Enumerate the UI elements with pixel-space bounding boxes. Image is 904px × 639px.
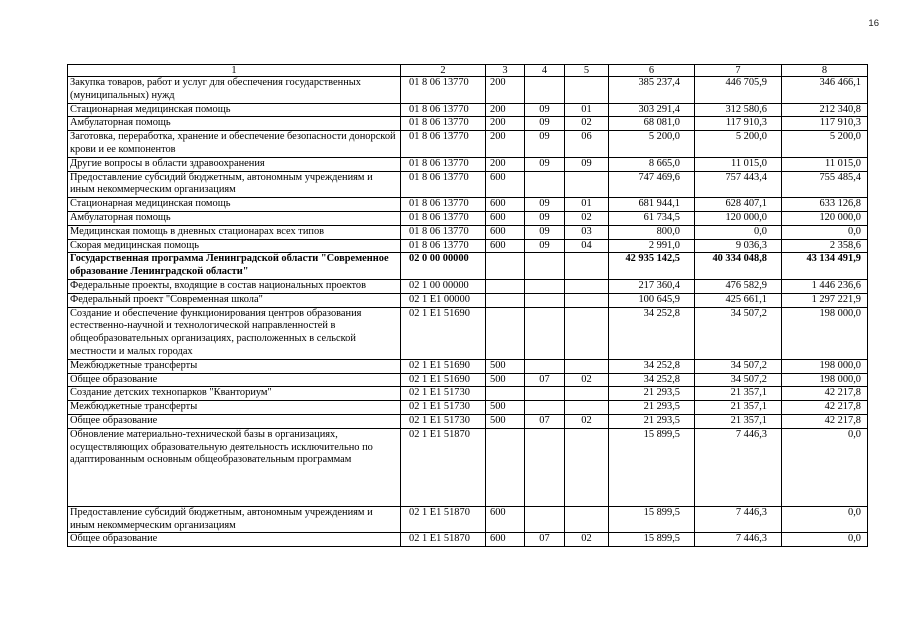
cell-amount-year2: 9 036,3 (695, 239, 782, 253)
cell-name: Предоставление субсидий бюджетным, автономным учреждениям и иным некоммерческим организациям (68, 171, 401, 198)
cell-amount-year1: 15 899,5 (609, 428, 695, 506)
cell-section (525, 387, 565, 401)
cell-amount-year2: 0,0 (695, 225, 782, 239)
cell-amount-year3: 1 297 221,9 (782, 293, 868, 307)
table-row (68, 171, 868, 198)
cell-expense-type: 600 (486, 225, 525, 239)
cell-section (525, 401, 565, 415)
cell-name: Межбюджетные трансферты (68, 359, 401, 373)
cell-name: Стационарная медицинская помощь (68, 198, 401, 212)
cell-expense-type (486, 253, 525, 280)
cell-target-article: 01 8 06 13770 (401, 103, 486, 117)
cell-amount-year3: 198 000,0 (782, 359, 868, 373)
cell-amount-year2: 757 443,4 (695, 171, 782, 198)
cell-amount-year1: 217 360,4 (609, 279, 695, 293)
cell-amount-year1: 21 293,5 (609, 414, 695, 428)
budget-table (67, 64, 868, 547)
table-row (68, 293, 868, 307)
cell-amount-year1: 34 252,8 (609, 307, 695, 359)
cell-subsection (565, 428, 609, 506)
cell-section (525, 171, 565, 198)
cell-expense-type: 600 (486, 506, 525, 533)
cell-section: 09 (525, 157, 565, 171)
cell-subsection: 04 (565, 239, 609, 253)
cell-expense-type: 600 (486, 198, 525, 212)
cell-amount-year3: 755 485,4 (782, 171, 868, 198)
cell-target-article: 02 1 00 00000 (401, 279, 486, 293)
table-row (68, 401, 868, 415)
cell-name: Общее образование (68, 533, 401, 547)
table-row (68, 157, 868, 171)
cell-amount-year3: 212 340,8 (782, 103, 868, 117)
cell-name: Межбюджетные трансферты (68, 401, 401, 415)
cell-amount-year1: 21 293,5 (609, 387, 695, 401)
cell-name: Другие вопросы в области здравоохранения (68, 157, 401, 171)
cell-subsection: 06 (565, 131, 609, 158)
cell-target-article: 02 1 E1 51870 (401, 506, 486, 533)
cell-section: 09 (525, 117, 565, 131)
cell-expense-type (486, 279, 525, 293)
cell-amount-year1: 42 935 142,5 (609, 253, 695, 280)
cell-target-article: 02 1 E1 51730 (401, 414, 486, 428)
cell-section: 09 (525, 198, 565, 212)
cell-section (525, 506, 565, 533)
table-row (68, 225, 868, 239)
cell-subsection: 02 (565, 414, 609, 428)
cell-expense-type: 500 (486, 359, 525, 373)
cell-section (525, 77, 565, 104)
cell-name: Медицинская помощь в дневных стационарах всех типов (68, 225, 401, 239)
cell-amount-year3: 11 015,0 (782, 157, 868, 171)
table-row (68, 387, 868, 401)
cell-expense-type: 500 (486, 401, 525, 415)
cell-target-article: 01 8 06 13770 (401, 211, 486, 225)
table-row (68, 533, 868, 547)
margin-mark (46, 482, 50, 488)
cell-amount-year3: 198 000,0 (782, 307, 868, 359)
table-row (68, 131, 868, 158)
cell-subsection: 02 (565, 211, 609, 225)
cell-amount-year1: 747 469,6 (609, 171, 695, 198)
cell-amount-year3: 633 126,8 (782, 198, 868, 212)
cell-expense-type: 600 (486, 533, 525, 547)
cell-amount-year1: 2 991,0 (609, 239, 695, 253)
cell-section: 09 (525, 211, 565, 225)
cell-name: Заготовка, переработка, хранение и обеспечение безопасности донорской крови и ее компонентов (68, 131, 401, 158)
header-cell-rz: 4 (525, 65, 565, 77)
header-cell-pr: 5 (565, 65, 609, 77)
cell-subsection (565, 401, 609, 415)
cell-target-article: 02 0 00 00000 (401, 253, 486, 280)
cell-section: 09 (525, 239, 565, 253)
cell-amount-year1: 385 237,4 (609, 77, 695, 104)
cell-amount-year3: 0,0 (782, 506, 868, 533)
cell-amount-year2: 5 200,0 (695, 131, 782, 158)
cell-subsection (565, 359, 609, 373)
cell-expense-type (486, 307, 525, 359)
cell-amount-year3: 117 910,3 (782, 117, 868, 131)
cell-expense-type: 500 (486, 414, 525, 428)
table-row (68, 359, 868, 373)
cell-amount-year2: 425 661,1 (695, 293, 782, 307)
table-row (68, 307, 868, 359)
table-header-row (68, 65, 868, 77)
cell-subsection (565, 293, 609, 307)
cell-target-article: 02 1 E1 51690 (401, 373, 486, 387)
cell-target-article: 02 1 E1 51870 (401, 428, 486, 506)
cell-amount-year1: 21 293,5 (609, 401, 695, 415)
cell-subsection (565, 253, 609, 280)
cell-target-article: 01 8 06 13770 (401, 131, 486, 158)
cell-subsection (565, 387, 609, 401)
cell-amount-year3: 346 466,1 (782, 77, 868, 104)
table-row (68, 279, 868, 293)
cell-amount-year2: 34 507,2 (695, 373, 782, 387)
cell-amount-year2: 7 446,3 (695, 428, 782, 506)
table-row (68, 414, 868, 428)
table-row (68, 253, 868, 280)
cell-amount-year1: 34 252,8 (609, 373, 695, 387)
cell-amount-year1: 800,0 (609, 225, 695, 239)
cell-subsection (565, 279, 609, 293)
cell-amount-year3: 198 000,0 (782, 373, 868, 387)
cell-subsection (565, 171, 609, 198)
cell-amount-year1: 303 291,4 (609, 103, 695, 117)
cell-subsection: 03 (565, 225, 609, 239)
cell-expense-type: 600 (486, 211, 525, 225)
cell-expense-type: 600 (486, 239, 525, 253)
cell-name: Создание и обеспечение функционирования центров образования естественно-научной и технологической направленностей в общеобразовательных организациях, расположенных в сельской местности и малых городах (68, 307, 401, 359)
cell-target-article: 02 1 E1 00000 (401, 293, 486, 307)
cell-amount-year3: 0,0 (782, 533, 868, 547)
cell-amount-year2: 7 446,3 (695, 506, 782, 533)
cell-amount-year1: 15 899,5 (609, 506, 695, 533)
cell-amount-year2: 21 357,1 (695, 387, 782, 401)
cell-expense-type: 200 (486, 117, 525, 131)
cell-subsection: 09 (565, 157, 609, 171)
table-row (68, 103, 868, 117)
cell-section (525, 279, 565, 293)
cell-target-article: 01 8 06 13770 (401, 225, 486, 239)
cell-section (525, 293, 565, 307)
cell-subsection: 01 (565, 103, 609, 117)
cell-subsection (565, 307, 609, 359)
cell-amount-year2: 476 582,9 (695, 279, 782, 293)
cell-target-article: 01 8 06 13770 (401, 157, 486, 171)
table-row (68, 211, 868, 225)
cell-amount-year2: 21 357,1 (695, 414, 782, 428)
cell-target-article: 01 8 06 13770 (401, 171, 486, 198)
cell-section: 09 (525, 103, 565, 117)
table-row (68, 373, 868, 387)
cell-amount-year3: 2 358,6 (782, 239, 868, 253)
cell-target-article: 02 1 E1 51730 (401, 401, 486, 415)
cell-name: Обновление материально-технической базы в организациях, осуществляющих образовательную деятельность исключительно по адаптированным основным общеобразовательным программам (68, 428, 401, 506)
cell-amount-year2: 446 705,9 (695, 77, 782, 104)
cell-section: 07 (525, 373, 565, 387)
cell-amount-year2: 34 507,2 (695, 307, 782, 359)
cell-section (525, 359, 565, 373)
cell-amount-year1: 5 200,0 (609, 131, 695, 158)
cell-amount-year1: 68 081,0 (609, 117, 695, 131)
cell-expense-type: 200 (486, 131, 525, 158)
cell-name: Предоставление субсидий бюджетным, автономным учреждениям и иным некоммерческим организациям (68, 506, 401, 533)
cell-target-article: 01 8 06 13770 (401, 117, 486, 131)
table-row (68, 77, 868, 104)
cell-amount-year1: 100 645,9 (609, 293, 695, 307)
cell-name: Федеральные проекты, входящие в состав национальных проектов (68, 279, 401, 293)
cell-amount-year2: 34 507,2 (695, 359, 782, 373)
cell-expense-type (486, 293, 525, 307)
table-row (68, 117, 868, 131)
table-row (68, 428, 868, 506)
cell-subsection (565, 77, 609, 104)
cell-section: 07 (525, 533, 565, 547)
cell-name: Общее образование (68, 414, 401, 428)
cell-name: Амбулаторная помощь (68, 211, 401, 225)
cell-name: Создание детских технопарков "Кванториум" (68, 387, 401, 401)
cell-amount-year2: 120 000,0 (695, 211, 782, 225)
cell-name: Государственная программа Ленинградской области "Современное образование Ленинградской области" (68, 253, 401, 280)
header-cell-year1: 6 (609, 65, 695, 77)
cell-section (525, 428, 565, 506)
cell-expense-type (486, 428, 525, 506)
header-cell-name: 1 (68, 65, 401, 77)
cell-subsection: 02 (565, 117, 609, 131)
table-row (68, 239, 868, 253)
cell-name: Скорая медицинская помощь (68, 239, 401, 253)
cell-amount-year3: 42 217,8 (782, 414, 868, 428)
cell-subsection: 02 (565, 533, 609, 547)
cell-target-article: 02 1 E1 51690 (401, 359, 486, 373)
cell-amount-year2: 21 357,1 (695, 401, 782, 415)
cell-amount-year2: 628 407,1 (695, 198, 782, 212)
cell-section: 09 (525, 225, 565, 239)
cell-amount-year1: 8 665,0 (609, 157, 695, 171)
page-number: 16 (868, 18, 879, 29)
cell-expense-type: 200 (486, 77, 525, 104)
cell-amount-year3: 120 000,0 (782, 211, 868, 225)
cell-expense-type (486, 387, 525, 401)
cell-amount-year3: 0,0 (782, 225, 868, 239)
header-cell-csr: 2 (401, 65, 486, 77)
cell-target-article: 01 8 06 13770 (401, 239, 486, 253)
table-row (68, 198, 868, 212)
cell-expense-type: 600 (486, 171, 525, 198)
cell-amount-year1: 681 944,1 (609, 198, 695, 212)
cell-name: Амбулаторная помощь (68, 117, 401, 131)
cell-amount-year1: 61 734,5 (609, 211, 695, 225)
cell-target-article: 02 1 E1 51730 (401, 387, 486, 401)
cell-amount-year2: 11 015,0 (695, 157, 782, 171)
cell-amount-year3: 1 446 236,6 (782, 279, 868, 293)
cell-subsection (565, 506, 609, 533)
cell-amount-year1: 15 899,5 (609, 533, 695, 547)
cell-amount-year3: 42 217,8 (782, 401, 868, 415)
table-row (68, 506, 868, 533)
header-cell-year2: 7 (695, 65, 782, 77)
cell-expense-type: 500 (486, 373, 525, 387)
cell-amount-year2: 7 446,3 (695, 533, 782, 547)
cell-subsection: 01 (565, 198, 609, 212)
cell-section: 07 (525, 414, 565, 428)
cell-expense-type: 200 (486, 103, 525, 117)
cell-amount-year2: 40 334 048,8 (695, 253, 782, 280)
cell-name: Общее образование (68, 373, 401, 387)
cell-amount-year2: 312 580,6 (695, 103, 782, 117)
cell-target-article: 01 8 06 13770 (401, 198, 486, 212)
cell-name: Закупка товаров, работ и услуг для обеспечения государственных (муниципальных) нужд (68, 77, 401, 104)
cell-expense-type: 200 (486, 157, 525, 171)
cell-amount-year3: 42 217,8 (782, 387, 868, 401)
cell-amount-year1: 34 252,8 (609, 359, 695, 373)
cell-amount-year3: 5 200,0 (782, 131, 868, 158)
cell-name: Федеральный проект "Современная школа" (68, 293, 401, 307)
cell-target-article: 01 8 06 13770 (401, 77, 486, 104)
cell-section: 09 (525, 131, 565, 158)
cell-amount-year2: 117 910,3 (695, 117, 782, 131)
cell-amount-year3: 43 134 491,9 (782, 253, 868, 280)
header-cell-year3: 8 (782, 65, 868, 77)
cell-subsection: 02 (565, 373, 609, 387)
cell-target-article: 02 1 E1 51870 (401, 533, 486, 547)
cell-target-article: 02 1 E1 51690 (401, 307, 486, 359)
cell-name: Стационарная медицинская помощь (68, 103, 401, 117)
cell-section (525, 253, 565, 280)
table-body (68, 77, 868, 547)
cell-section (525, 307, 565, 359)
cell-amount-year3: 0,0 (782, 428, 868, 506)
header-cell-vr: 3 (486, 65, 525, 77)
